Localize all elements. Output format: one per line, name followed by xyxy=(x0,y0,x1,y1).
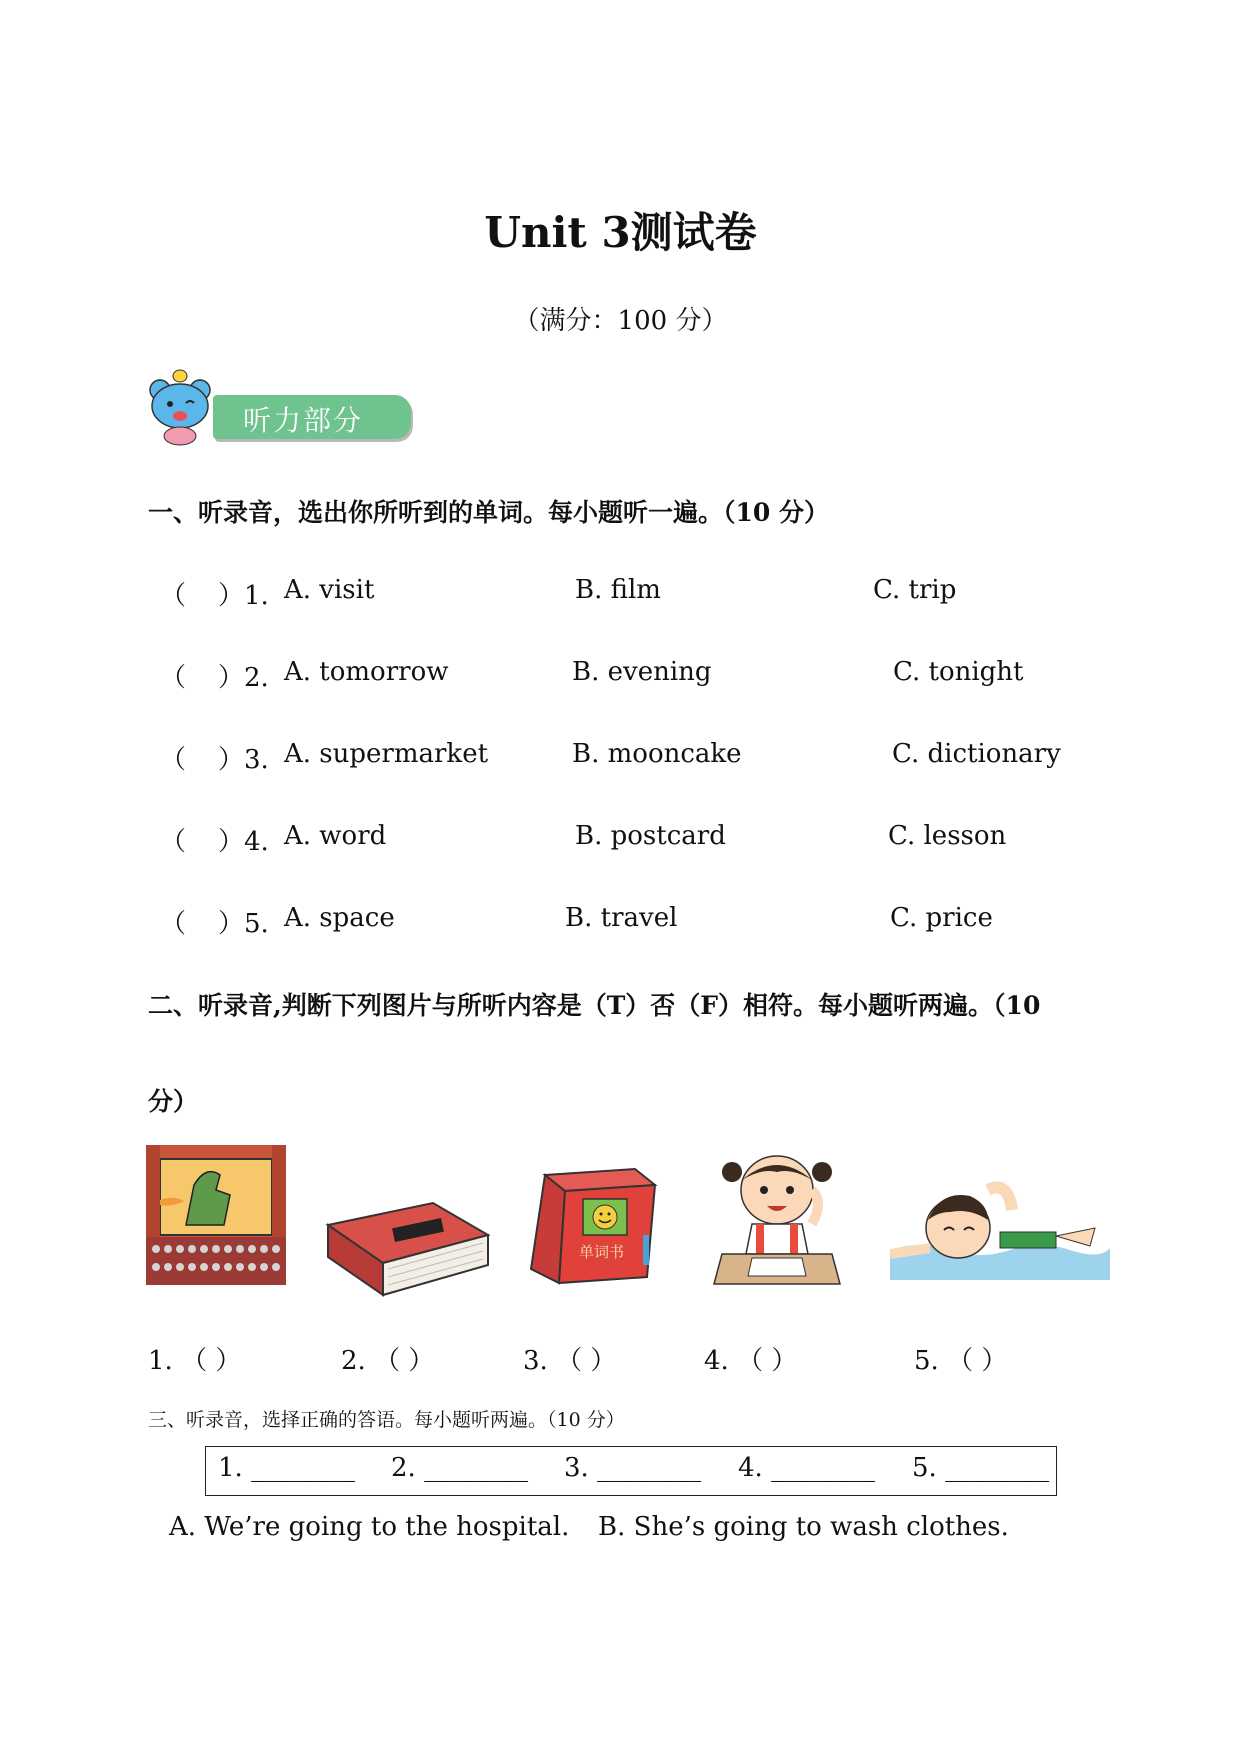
answer-blank[interactable]: 5. （ ） xyxy=(914,1346,1008,1376)
question-row: （ ）2. A. tomorrow B. evening C. tonight xyxy=(160,657,1024,693)
boy-swimming-picture xyxy=(890,1170,1110,1284)
answer-blank[interactable]: 3. ________ xyxy=(564,1453,702,1483)
option-b: B. She’s going to wash clothes. xyxy=(598,1512,1009,1542)
banner-label: 听力部分 xyxy=(243,404,364,437)
answer-blank[interactable]: 2. ________ xyxy=(391,1453,529,1483)
closed-book-picture xyxy=(323,1195,493,1309)
section-one-heading: 一、听录音，选出你所听到的单词。每小题听一遍。（10 分） xyxy=(148,498,829,527)
question-row: （ ）1. A. visit B. film C. trip xyxy=(160,575,957,611)
answer-blank[interactable]: 3. （ ） xyxy=(523,1346,617,1376)
section-two-heading: 二、听录音,判断下列图片与所听内容是（T）否（F）相符。每小题听两遍。（10 xyxy=(148,991,1041,1020)
page-title: Unit 3测试卷 xyxy=(484,208,757,257)
section-three-heading: 三、听录音，选择正确的答语。每小题听两遍。（10 分） xyxy=(148,1409,625,1431)
answer-blank[interactable]: 1. （ ） xyxy=(148,1346,242,1376)
page-subtitle: （满分：100 分） xyxy=(513,306,728,336)
true-false-answer-row xyxy=(148,1340,1148,1380)
girl-writing-picture xyxy=(712,1150,842,1289)
answer-blank[interactable]: 4. ________ xyxy=(738,1453,876,1483)
question-row: （ ）5. A. space B. travel C. price xyxy=(160,903,993,939)
answer-blank[interactable]: 2. （ ） xyxy=(341,1346,435,1376)
section-two-heading-cont: 分） xyxy=(148,1087,199,1116)
option-a: A. We’re going to the hospital. xyxy=(169,1512,570,1542)
cinema-dinosaur-picture xyxy=(146,1145,286,1289)
answer-blank[interactable]: 5. ________ xyxy=(912,1453,1050,1483)
answer-blank[interactable]: 4. （ ） xyxy=(704,1346,798,1376)
answer-blanks-box xyxy=(205,1446,1057,1496)
word-book-picture xyxy=(525,1165,665,1299)
listening-section-banner xyxy=(213,395,411,439)
word-book-cover-text: 单词书 xyxy=(579,1243,625,1261)
question-row: （ ）4. A. word B. postcard C. lesson xyxy=(160,821,1007,857)
question-row: （ ）3. A. supermarket B. mooncake C. dictionary xyxy=(160,739,1061,775)
answer-blank[interactable]: 1. ________ xyxy=(218,1453,356,1483)
